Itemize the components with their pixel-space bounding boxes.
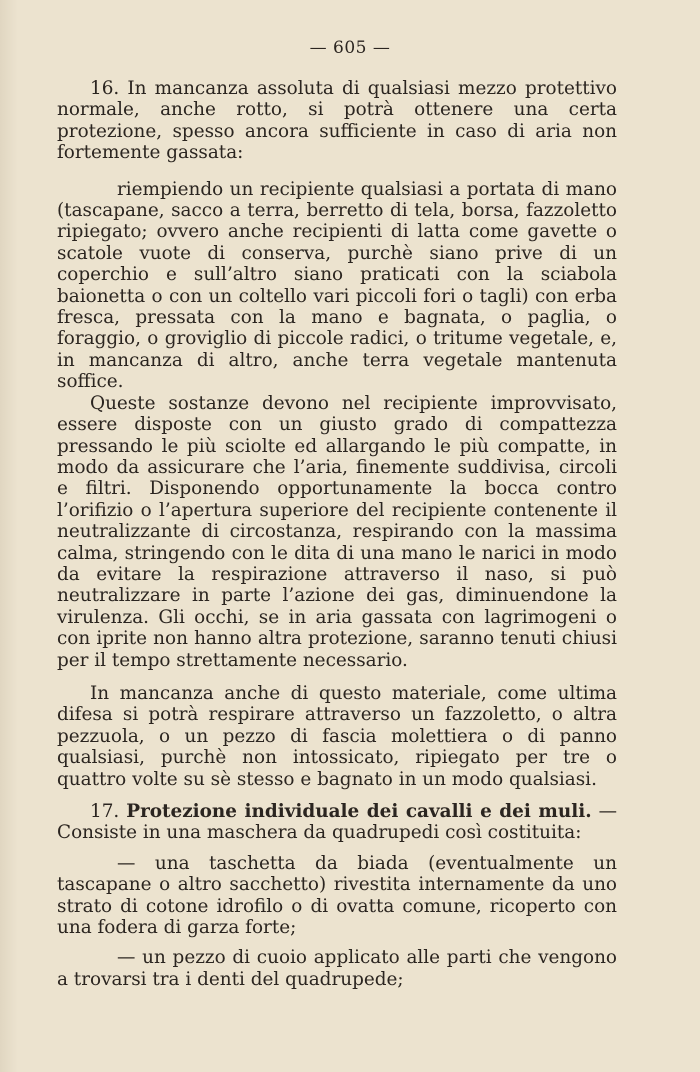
paragraph-16: 16. In mancanza assoluta di qualsiasi mezzo protettivo normale, anche rotto, si potrà ottenere una certa protezione, spesso ancora sufficiente in caso di aria non fortemente gassata: <box>57 78 617 164</box>
page-number: — 605 — <box>309 38 391 58</box>
page-body <box>57 78 617 990</box>
paragraph-last-defense: In mancanza anche di questo materiale, come ultima difesa si potrà respirare attraverso un fazzoletto, o altra pezzuola, o un pezzo di fascia molettiera o di panno qualsiasi, purchè non intossicato, ripiegato per tre o quattro volte su sè stesso e bagnato in un modo qualsiasi. <box>57 682 617 790</box>
paragraph-improvised-filter: riempiendo un recipiente qualsiasi a portata di mano (tascapane, sacco a terra, berretto di tela, borsa, fazzoletto ripiegato; ovvero anche recipienti di latta come gavette o scatole vuote di conserva, purchè siano prive di un coperchio e sull’altro siano praticati con la sciabola baionetta o con un coltello vari piccoli fori o tagli) con erba fresca, pressata con la mano e bagnata, o paglia, o foraggio, o groviglio di piccole radici, o tritume vegetale, e, in mancanza di altro, anche terra vegetale mantenuta soffice. <box>57 178 617 393</box>
section-17-heading: Protezione individuale dei cavalli e dei muli. <box>126 801 592 822</box>
list-item-feed-bag: — una taschetta da biada (eventualmente un tascapane o altro sacchetto) rivestita internamente da uno strato di cotone idrofilo o di ovatta comune, ricoperto con una fodera di garza forte; <box>57 852 617 939</box>
section-17-intro: — Consiste in una maschera da quadrupedi così costituita: <box>57 801 617 844</box>
section-17-paragraph <box>57 801 617 844</box>
paragraph-substances: Queste sostanze devono nel recipiente improvvisato, essere disposte con un giusto grado di compattezza pressando le più sciolte ed allargando le più compatte, in modo da assicurare che l’aria, finemente suddivisa, circoli e filtri. Disponendo opportunamente la bocca contro l’orifizio o l’apertura superiore del recipiente contenente il neutralizzante di circostanza, respirando con la massima calma, stringendo con le dita di una mano le narici in modo da evitare la respirazione attraverso il naso, si può neutralizzare in parte l’azione dei gas, diminuendone la virulenza. Gli occhi, se in aria gassata con lagrimogeni o con iprite non hanno altra protezione, saranno tenuti chiusi per il tempo strettamente necessario. <box>57 392 617 671</box>
section-17-number: 17. <box>90 801 120 822</box>
list-item-leather-piece: — un pezzo di cuoio applicato alle parti che vengono a trovarsi tra i denti del quadrupede; <box>57 947 617 990</box>
